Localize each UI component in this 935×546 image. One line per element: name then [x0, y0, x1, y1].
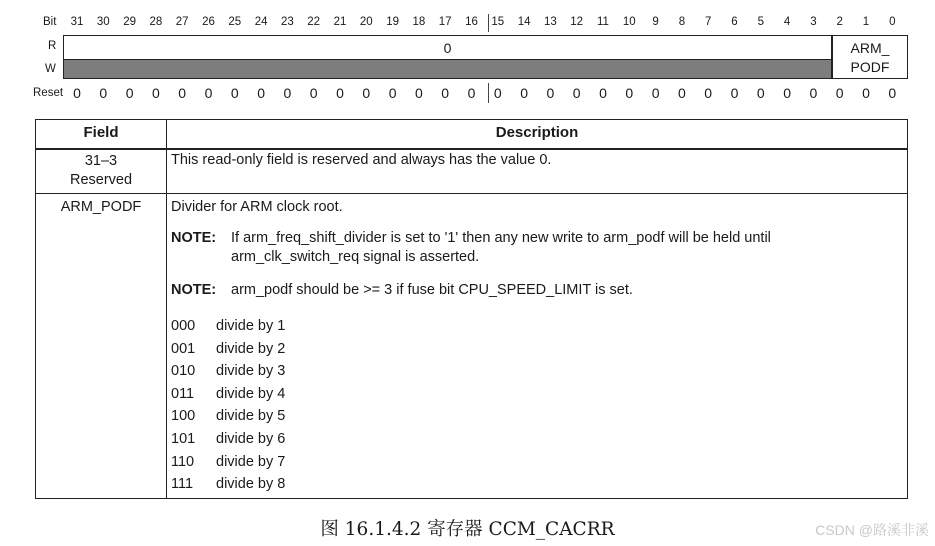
reset-value: 0 — [809, 85, 818, 101]
watermark: CSDN @路溪非溪 — [815, 522, 929, 538]
reset-value: 0 — [783, 85, 791, 101]
reserved-read-value: 0 — [443, 40, 452, 56]
reset-value: 0 — [125, 85, 134, 101]
bit-number: 3 — [810, 16, 817, 28]
field-description-table — [35, 119, 908, 499]
register-diagram — [0, 0, 935, 110]
encoding-row — [171, 473, 897, 496]
bit-number: 13 — [543, 16, 557, 28]
bit-number: 8 — [678, 16, 686, 28]
table-row-reserved — [36, 149, 907, 194]
bit-number: 22 — [307, 16, 321, 28]
header-field: Field — [83, 124, 119, 141]
table-row-arm-podf — [36, 194, 907, 498]
bit-number: 10 — [622, 16, 636, 28]
encoding-code: 100 — [171, 408, 196, 425]
reset-value: 0 — [599, 85, 607, 101]
bit-number: 2 — [836, 16, 843, 28]
reset-value: 0 — [336, 85, 344, 101]
description-cell — [171, 199, 897, 496]
bit-number: 19 — [386, 16, 399, 28]
field-name: ARM_PODF — [60, 199, 142, 215]
bit-number: 15 — [491, 16, 505, 28]
reset-value: 0 — [625, 85, 634, 101]
reset-value: 0 — [99, 85, 108, 101]
bit-number: 29 — [123, 16, 136, 28]
bit-number: 7 — [704, 16, 712, 28]
bit-number: 0 — [889, 16, 896, 28]
bit-number: 12 — [570, 16, 584, 28]
note-1 — [171, 229, 897, 267]
bit-number: 31 — [70, 16, 84, 28]
bit-number: 30 — [96, 16, 110, 28]
encoding-code: 111 — [171, 476, 194, 493]
encoding-meaning: divide by 1 — [216, 318, 286, 334]
bit-number: 23 — [280, 16, 294, 28]
reset-row-label: Reset — [33, 87, 64, 99]
bit-number: 20 — [359, 16, 373, 28]
table-header — [36, 120, 907, 150]
reset-value: 0 — [441, 85, 450, 101]
reserved-write-cell — [63, 59, 832, 79]
reset-value: 0 — [362, 85, 371, 101]
reset-value: 0 — [204, 85, 213, 101]
reset-value: 0 — [283, 85, 292, 101]
reserved-read-cell — [63, 35, 832, 59]
reset-value: 0 — [572, 85, 581, 101]
field-name-line1: ARM_ — [850, 40, 890, 56]
encoding-meaning: divide by 7 — [216, 453, 286, 470]
encoding-code: 000 — [171, 318, 196, 334]
encoding-meaning: divide by 4 — [216, 385, 286, 402]
bit-number: 26 — [202, 16, 215, 28]
encoding-code: 001 — [171, 340, 196, 357]
bit-number: 1 — [862, 16, 870, 28]
reset-value: 0 — [651, 85, 660, 101]
write-row-label: W — [45, 63, 56, 75]
bit-number: 17 — [438, 16, 452, 28]
figure-caption: 图 16.1.4.2 寄存器 CCM_CACRR — [320, 519, 615, 540]
description-cell: This read-only field is reserved and always has the value 0. — [171, 152, 552, 168]
bit-number: 18 — [412, 16, 426, 28]
reset-value-separator — [488, 83, 489, 103]
note-text: If arm_freq_shift_divider is set to '1' then any new write to arm_podf will be held until arm_clk_switch_req signal is asserted. — [231, 230, 771, 265]
reset-value: 0 — [151, 85, 160, 101]
bit-number: 9 — [652, 16, 659, 28]
encoding-meaning: divide by 2 — [216, 340, 286, 357]
reset-value: 0 — [730, 85, 739, 101]
reset-value: 0 — [546, 85, 555, 101]
reset-value: 0 — [704, 85, 713, 101]
reset-value: 0 — [257, 85, 265, 101]
reset-value: 0 — [677, 85, 686, 101]
encoding-row — [171, 315, 897, 338]
bit-number: 4 — [783, 16, 791, 28]
encoding-list — [171, 315, 897, 496]
encoding-meaning: divide by 5 — [216, 408, 286, 425]
encoding-meaning: divide by 6 — [216, 430, 286, 447]
note-label: NOTE: — [171, 282, 217, 298]
reset-value: 0 — [230, 85, 239, 101]
encoding-code: 110 — [171, 453, 195, 470]
encoding-row — [171, 451, 897, 474]
read-row-label: R — [48, 40, 57, 52]
note-label: NOTE: — [171, 230, 217, 246]
bit-number: 28 — [149, 16, 163, 28]
reset-value: 0 — [414, 85, 423, 101]
reset-value: 0 — [756, 85, 765, 101]
encoding-meaning: divide by 3 — [216, 363, 286, 380]
reset-value: 0 — [888, 85, 897, 101]
bit-number-separator — [488, 14, 489, 32]
bit-number: 16 — [465, 16, 478, 28]
reset-value: 0 — [520, 85, 528, 101]
reset-value: 0 — [493, 85, 502, 101]
encoding-row — [171, 405, 897, 428]
encoding-code: 011 — [171, 385, 195, 402]
encoding-code: 101 — [171, 430, 196, 447]
note-2 — [171, 281, 897, 300]
encoding-row — [171, 338, 897, 361]
reset-value: 0 — [178, 85, 187, 101]
encoding-row — [171, 428, 897, 451]
bit-number: 21 — [333, 16, 347, 28]
reset-value: 0 — [467, 85, 476, 101]
bit-number: 5 — [757, 16, 764, 28]
arm-podf-field-cell — [832, 35, 908, 79]
bit-number: 27 — [175, 16, 189, 28]
reset-value: 0 — [73, 85, 81, 101]
encoding-meaning: divide by 8 — [216, 476, 286, 493]
bit-number: 6 — [731, 16, 738, 28]
description-text: Divider for ARM clock root. — [171, 199, 343, 215]
bit-number: 14 — [517, 16, 531, 28]
encoding-row — [171, 360, 897, 383]
reset-value: 0 — [388, 85, 397, 101]
header-description: Description — [495, 124, 579, 141]
encoding-row — [171, 383, 897, 406]
encoding-code: 010 — [171, 363, 196, 380]
bit-row-label: Bit — [43, 16, 57, 28]
field-name-line2: PODF — [850, 59, 890, 75]
bit-number: 24 — [254, 16, 268, 28]
note-text: arm_podf should be >= 3 if fuse bit CPU_SPEED_LIMIT is set. — [231, 282, 633, 298]
reset-value: 0 — [862, 85, 870, 101]
bit-number: 11 — [597, 16, 609, 28]
field-bits: 31–3 — [84, 153, 118, 169]
field-cell — [36, 152, 166, 190]
reset-value: 0 — [309, 85, 318, 101]
bit-number: 25 — [228, 16, 242, 28]
reset-value: 0 — [835, 85, 844, 101]
field-name: Reserved — [69, 172, 133, 188]
